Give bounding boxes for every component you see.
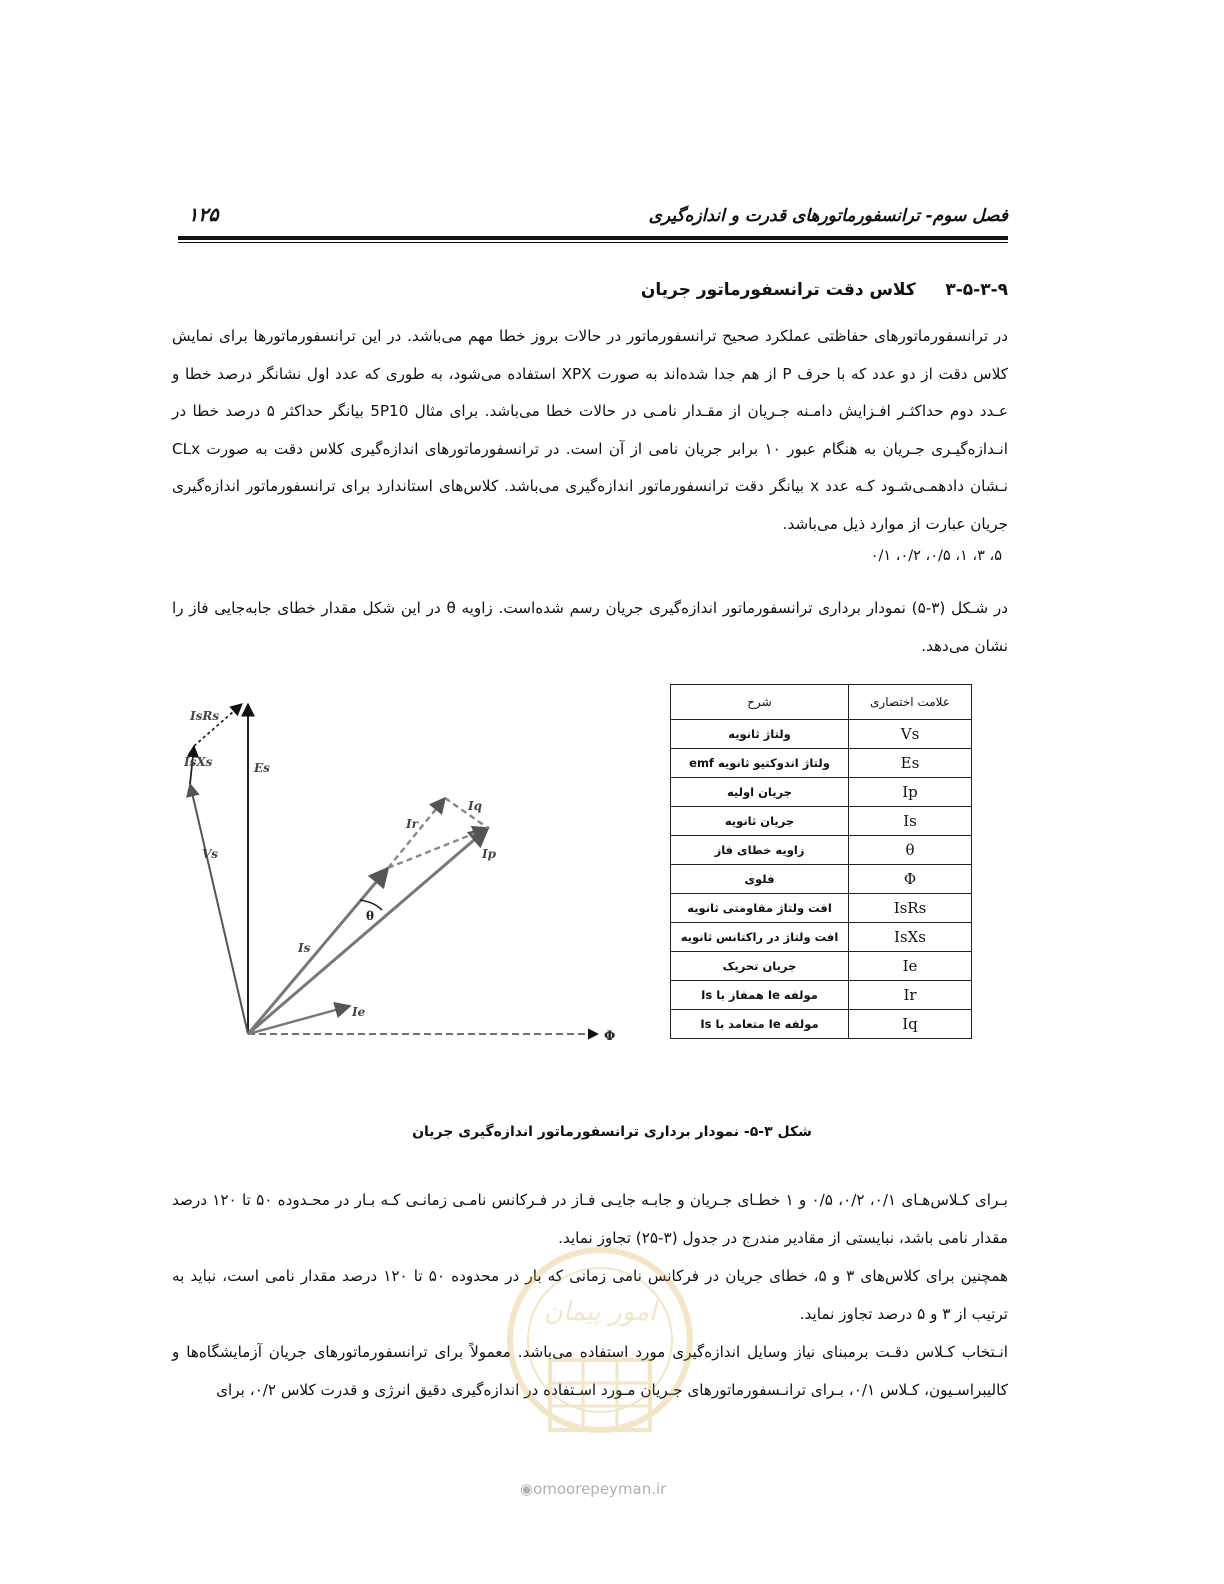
table-row (671, 894, 972, 923)
row-symbol: Is (849, 807, 972, 836)
row-desc: مولفه Ie متعامد با Is (671, 1010, 849, 1039)
section-number: ۳-۵-۳-۹ (945, 280, 1008, 300)
paragraph-class-selection: انـتخاب کـلاس دقـت برمبنای نیاز وسایل اندازه‌گیری مورد استفاده می‌باشد. معمولاً برای ترانسفورماتورهای جریان آزمایشگاه‌ها و کالیبراسـیون، کـلاس ۰/۱، بـرای ترانـسفورماتورهای جـریان مـورد اسـتفاده در اندازه‌گیری دقیق انرژی و قدرت کلاس ۰/۲، برای (172, 1343, 1008, 1399)
table-row (671, 1010, 972, 1039)
section-title: کلاس دقت ترانسفورماتور جریان (640, 280, 916, 300)
label-theta: θ (366, 909, 375, 923)
col-header-desc: شرح (671, 685, 849, 720)
label-ir: Ir (406, 817, 418, 831)
row-symbol: Ip (849, 778, 972, 807)
symbol-legend-table (670, 684, 972, 1039)
label-isxs: IsXs (184, 755, 213, 769)
paragraph-class-3-5: همچنین برای کلاس‌های ۳ و ۵، خطای جریان در فرکانس نامی زمانی که بار در محدوده ۵۰ تا ۱۲۰ درصد مقدار نامی است، نباید به ترتیب از ۳ و ۵ درصد تجاوز نماید. (172, 1267, 1008, 1323)
table-row (671, 923, 972, 952)
row-symbol: IsXs (849, 923, 972, 952)
table-row (671, 749, 972, 778)
row-symbol: θ (849, 836, 972, 865)
header-rule-thin (178, 242, 1008, 243)
label-isrs: IsRs (190, 709, 220, 723)
section-heading (641, 280, 1008, 300)
paragraph-error-limits: بـرای کـلاس‌هـای ۰/۱، ۰/۲، ۰/۵ و ۱ خطـای جـریان و جابـه جایـی فـاز در فـرکانس نامـی زمانـی کـه بـار در محـدوده ۵۰ تا ۱۲۰ درصد مقدار نامی باشد، نبایستی از مقادیر مندرج در جدول (۳-۲۵) تجاوز نماید. (172, 1191, 1009, 1247)
label-es: Es (254, 761, 270, 775)
vector-diagram (170, 688, 640, 1068)
paragraph-figure-intro: در شـکل (۳-۵) نمودار برداری ترانسفورماتور اندازه‌گیری جریان رسم شده‌است. زاویه θ در این شکل مقدار خطای جابه‌جایی فاز را نشان می‌دهد. (172, 599, 1009, 655)
row-desc: فلوی (671, 865, 849, 894)
table-row (671, 778, 972, 807)
row-desc: ولتاژ ثانویه (671, 720, 849, 749)
row-desc: جریان ثانویه (671, 807, 849, 836)
table-row (671, 836, 972, 865)
table-row (671, 952, 972, 981)
figure-caption: شکل ۳-۵- نمودار برداری ترانسفورماتور اندازه‌گیری جریان (412, 1124, 812, 1140)
row-symbol: Ir (849, 981, 972, 1010)
row-symbol: Es (849, 749, 972, 778)
label-is: Is (298, 941, 311, 955)
vs-vector (190, 784, 248, 1034)
table-row (671, 720, 972, 749)
label-iq: Iq (468, 799, 483, 813)
row-desc: جریان تحریک (671, 952, 849, 981)
running-head (180, 204, 1008, 238)
header-rule (178, 236, 1008, 240)
row-desc: زاویه خطای فاز (671, 836, 849, 865)
label-ip: Ip (482, 847, 497, 861)
row-desc: جریان اولیه (671, 778, 849, 807)
row-desc: ولتاژ اندوکتیو ثانویه emf (671, 749, 849, 778)
page-number: ۱۲۵ (188, 204, 219, 226)
watermark-url: ◉omoorepeyman.ir (520, 1480, 667, 1498)
row-desc: افت ولتاژ در راکتانس ثانویه (671, 923, 849, 952)
ip-vector (248, 828, 488, 1034)
table-row (671, 807, 972, 836)
row-desc: مولفه Ie همفاز با Is (671, 981, 849, 1010)
label-phi: Φ (604, 1029, 616, 1044)
row-desc: افت ولتاژ مقاومتی ثانویه (671, 894, 849, 923)
standard-classes-list: ۵، ۳، ۱، ۰/۵، ۰/۲، ۰/۱ (870, 548, 1002, 564)
row-symbol: Φ (849, 865, 972, 894)
chapter-title: فصل سوم- ترانسفورماتورهای قدرت و اندازه‌گیری (648, 206, 1008, 226)
row-symbol: Iq (849, 1010, 972, 1039)
is-vector (248, 868, 388, 1034)
label-vs: Vs (202, 847, 219, 861)
row-symbol: Vs (849, 720, 972, 749)
table-row (671, 865, 972, 894)
row-symbol: IsRs (849, 894, 972, 923)
label-ie: Ie (352, 1005, 366, 1019)
paragraph-accuracy-class: در ترانسفورماتورهای حفاظتی عملکرد صحیح ترانسفورماتور در حالات بروز خطا مهم می‌باشد. در این ترانسفورماتورها برای نمایش کلاس دقت از دو عدد که با حرف P از هم جدا شده‌اند به صورت XPX استفاده می‌شود، به طوری که عدد اول نشانگر درصد خطا و عـدد دوم حداکثـر افـزایش دامـنه جـریان از مقـدار نامـی در حالات خطا می‌باشد. برای مثال 5P10 بیانگر حداکثر ۵ درصد خطا در انـدازه‌گیـری جـریان به هنگام عبور ۱۰ برابر جریان نامی از آن است. در ترانسفورماتورهای اندازه‌گیری کلاس دقت به صورت CLx نـشان دادهمـی‌شـود کـه عدد x بیانگر دقت ترانسفورماتور اندازه‌گیری می‌باشد. کلاس‌های استاندارد برای ترانسفورماتور اندازه‌گیری جریان عبارت از موارد ذیل می‌باشد. (172, 327, 1008, 533)
row-symbol: Ie (849, 952, 972, 981)
table-row (671, 981, 972, 1010)
svg-text:امور پیمان: امور پیمان (543, 1297, 657, 1327)
watermark-logo (500, 1240, 700, 1460)
col-header-symbol: علامت اختصاری (849, 685, 972, 720)
